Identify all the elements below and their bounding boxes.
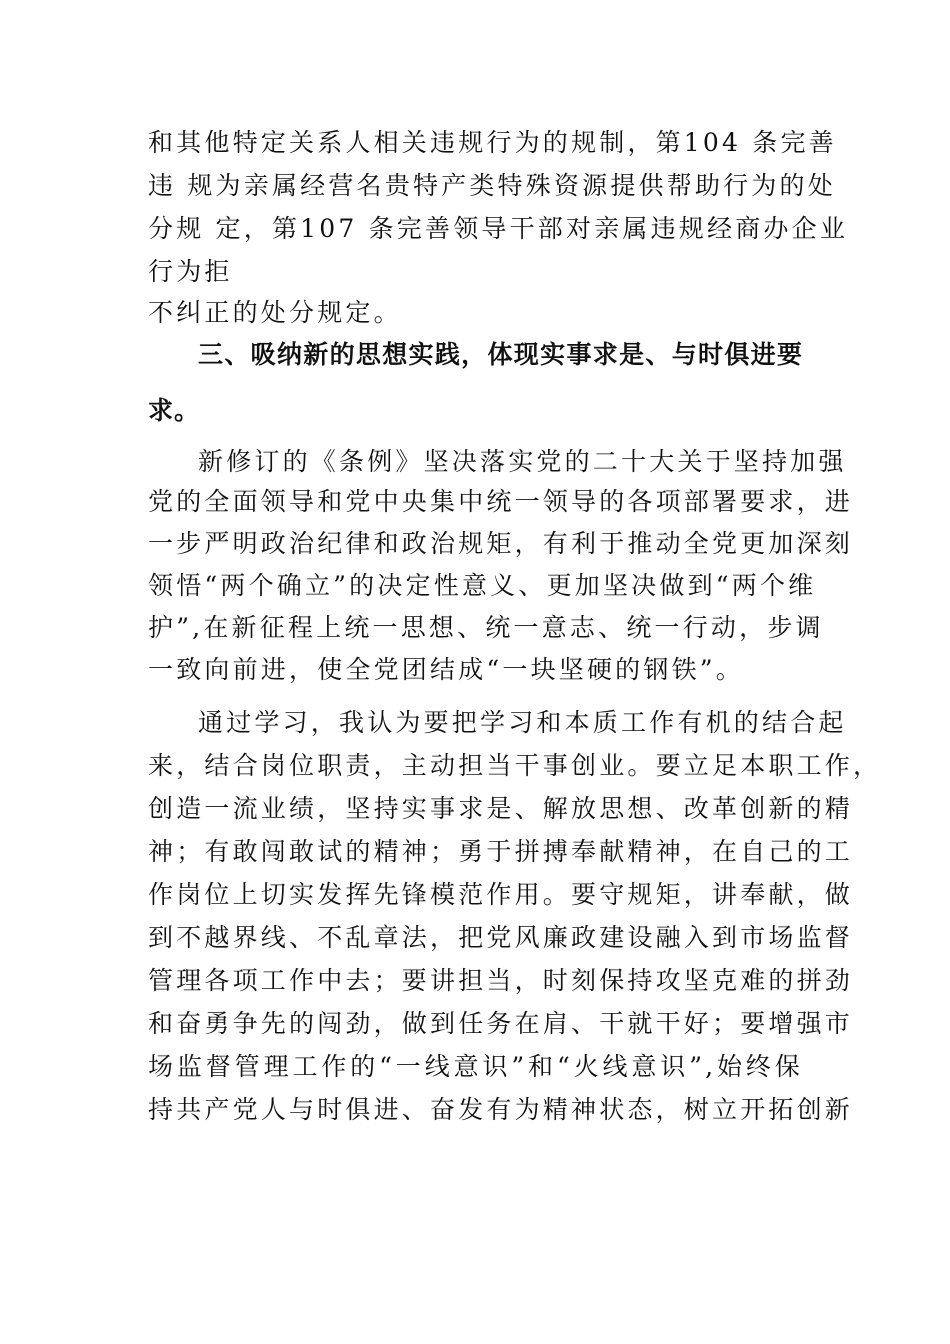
fragment-line-4: 行为拒 <box>148 257 233 286</box>
paragraph1-line-2: 党的全面领导和党中央集中统一领导的各项部署要求，进 <box>148 487 854 516</box>
fragment-line-3: 分规 定，第107 条完善领导干部对亲属违规经商办企业 <box>148 214 849 243</box>
section-heading-line-2: 求。 <box>148 396 201 425</box>
paragraph1-line-4: 领悟“两个确立”的决定性意义、更加坚决做到“两个维 <box>148 571 817 600</box>
paragraph1-line-3: 一步严明政治纪律和政治规矩，有利于推动全党更加深刻 <box>148 529 854 558</box>
fragment-line-1: 和其他特定关系人相关违规行为的规制，第104 条完善 <box>148 128 837 157</box>
paragraph2-line-7: 管理各项工作中去；要讲担当，时刻保持攻坚克难的拼劲 <box>148 966 854 995</box>
paragraph2-line-2: 来，结合岗位职责，主动担当干事创业。要立足本职工作， <box>148 751 882 780</box>
paragraph2-line-3: 创造一流业绩，坚持实事求是、解放思想、改革创新的精 <box>148 794 854 823</box>
paragraph2-line-6: 到不越界线、不乱章法，把党风廉政建设融入到市场监督 <box>148 923 854 952</box>
paragraph2-line-5: 作岗位上切实发挥先锋模范作用。要守规矩，讲奉献，做 <box>148 880 854 909</box>
paragraph2-line-10: 持共产党人与时俱进、奋发有为精神状态，树立开拓创新 <box>148 1095 854 1124</box>
paragraph2-line-9: 场监督管理工作的“一线意识”和“火线意识”,始终保 <box>148 1052 803 1081</box>
paragraph1-line-6: 一致向前进，使全党团结成“一块坚硬的钢铁”。 <box>148 655 744 684</box>
paragraph1-line-5: 护”,在新征程上统一思想、统一意志、统一行动，步调 <box>148 613 824 642</box>
fragment-line-2: 违 规为亲属经营名贵特产类特殊资源提供帮助行为的处 <box>148 171 836 200</box>
paragraph2-line-8: 和奋勇争先的闯劲，做到任务在肩、干就干好；要增强市 <box>148 1009 854 1038</box>
fragment-line-5: 不纠正的处分规定。 <box>148 298 402 327</box>
section-heading-line-1: 三、吸纳新的思想实践，体现实事求是、与时俱进要 <box>198 340 803 369</box>
paragraph2-line-4: 神；有敢闯敢试的精神；勇于拼搏奉献精神，在自己的工 <box>148 837 854 866</box>
paragraph1-line-1: 新修订的《条例》坚决落实党的二十大关于坚持加强 <box>198 447 847 476</box>
paragraph2-line-1: 通过学习，我认为要把学习和本质工作有机的结合起 <box>198 708 847 737</box>
